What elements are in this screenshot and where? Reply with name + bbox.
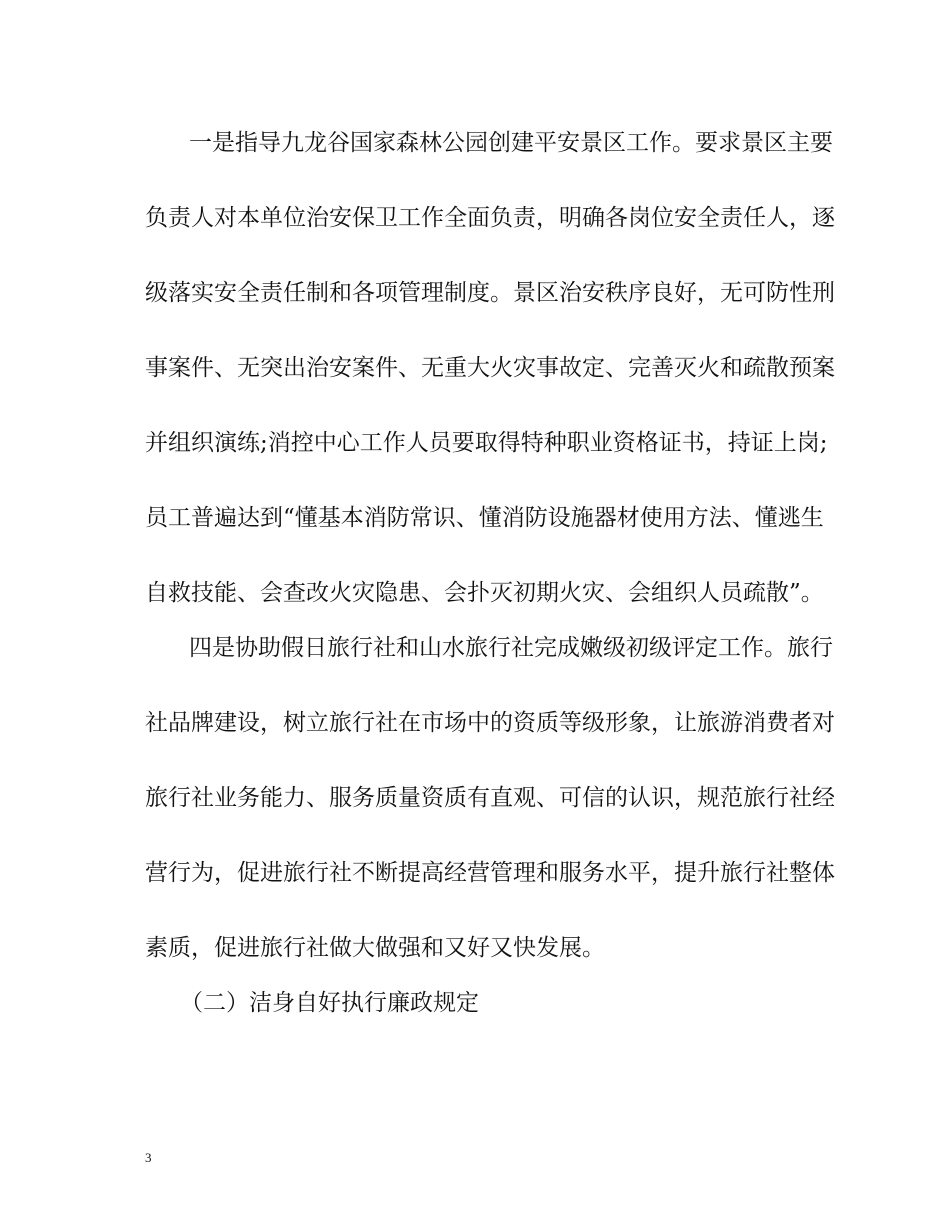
section-heading: （二）洁身自好执行廉政规定 xyxy=(180,990,479,1016)
paragraph-2-line-1: 四是协助假日旅行社和山水旅行社完成嫩级初级评定工作。旅行 xyxy=(189,635,833,661)
paragraph-1-line-3: 级落实安全责任制和各项管理制度。景区治安秩序良好，无可防性刑 xyxy=(145,280,835,306)
paragraph-2-line-5: 素质，促进旅行社做大做强和又好又快发展。 xyxy=(145,935,605,961)
paragraph-1-line-5: 并组织演练;消控中心工作人员要取得特种职业资格证书，持证上岗; xyxy=(145,430,828,456)
paragraph-2-line-4: 营行为，促进旅行社不断提高经营管理和服务水平，提升旅行社整体 xyxy=(145,860,835,886)
paragraph-1-line-4: 事案件、无突出治安案件、无重大火灾事故定、完善灭火和疏散预案 xyxy=(145,355,835,381)
paragraph-2-line-3: 旅行社业务能力、服务质量资质有直观、可信的认识，规范旅行社经 xyxy=(145,785,835,811)
paragraph-1-line-7: 自救技能、会查改火灾隐患、会扑灭初期火灾、会组织人员疏散”。 xyxy=(145,580,824,606)
paragraph-1-line-6: 员工普遍达到“懂基本消防常识、懂消防设施器材使用方法、懂逃生 xyxy=(145,505,824,531)
paragraph-1-line-2: 负责人对本单位治安保卫工作全面负责，明确各岗位安全责任人，逐 xyxy=(145,205,835,231)
paragraph-2-line-2: 社品牌建设，树立旅行社在市场中的资质等级形象，让旅游消费者对 xyxy=(145,710,835,736)
paragraph-1-line-1: 一是指导九龙谷国家森林公园创建平安景区工作。要求景区主要 xyxy=(189,130,833,156)
page-number: 3 xyxy=(145,1150,152,1165)
